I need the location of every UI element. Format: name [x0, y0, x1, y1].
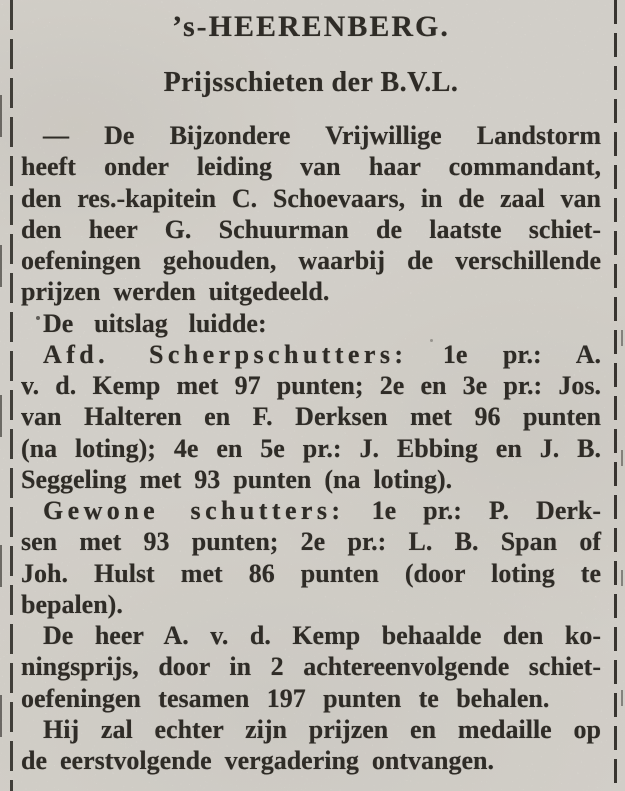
- article-line: Joh. Hulst met 86 punten (door loting te: [21, 558, 601, 588]
- article-line: oefeningen gehouden, waarbij de verschillende: [21, 246, 601, 275]
- article-line: heeft onder leiding van haar commandant,: [21, 152, 601, 182]
- article-line: [21, 495, 601, 526]
- line-rest: 1e pr.: A.: [442, 339, 601, 369]
- column-rule-right: [614, 0, 617, 791]
- article-body: [21, 120, 601, 776]
- article-line: Seggeling met 93 punten (na loting).: [21, 464, 453, 494]
- article-line: den res.-kapitein C. Schoevaars, in de zaal van: [21, 183, 601, 213]
- article-line: (na loting); 4e en 5e pr.: J. Ebbing en J. B.: [21, 433, 601, 463]
- article-line: van Halteren en F. Derksen met 96 punten: [21, 402, 601, 432]
- ink-speck: [430, 339, 433, 342]
- article-line: bepalen).: [21, 589, 123, 619]
- article-line: prijzen werden uitgedeeld.: [21, 277, 330, 307]
- article-line: De heer A. v. d. Kemp behaalde den ko-: [43, 621, 601, 650]
- article-headline: Prijsschieten der B.V.L.: [163, 67, 459, 98]
- ink-speck: [36, 316, 40, 320]
- spaced-run: Afd. Scherpschutters:: [43, 339, 408, 369]
- article-line: den heer G. Schuurman de laatste schiet-: [21, 214, 601, 244]
- article-line: de eerstvolgende vergadering ontvangen.: [21, 746, 495, 775]
- article-line: De uitslag luidde:: [43, 308, 267, 338]
- line-rest: 1e pr.: P. Derk-: [371, 496, 602, 525]
- article-line: oefeningen tesamen 197 punten te behalen.: [21, 683, 550, 713]
- article-line: [21, 339, 601, 370]
- article-line: v. d. Kemp met 97 punten; 2e en 3e pr.: Jos.: [21, 371, 601, 400]
- article-line: ningsprijs, door in 2 achtereenvolgende schiet-: [21, 652, 601, 682]
- page-edge-mark-right: [621, 330, 623, 791]
- town-section-heading: ’s-HEERENBERG.: [172, 10, 450, 43]
- article-line: sen met 93 punten; 2e pr.: L. B. Span of: [21, 527, 601, 557]
- spaced-run: Gewone schutters:: [43, 496, 345, 525]
- column-rule-left: [10, 0, 13, 791]
- page-edge-mark-left: [0, 95, 2, 791]
- article-line: — De Bijzondere Vrijwillige Landstorm: [43, 121, 601, 150]
- article-line: Hij zal echter zijn prijzen en medaille op: [43, 714, 601, 744]
